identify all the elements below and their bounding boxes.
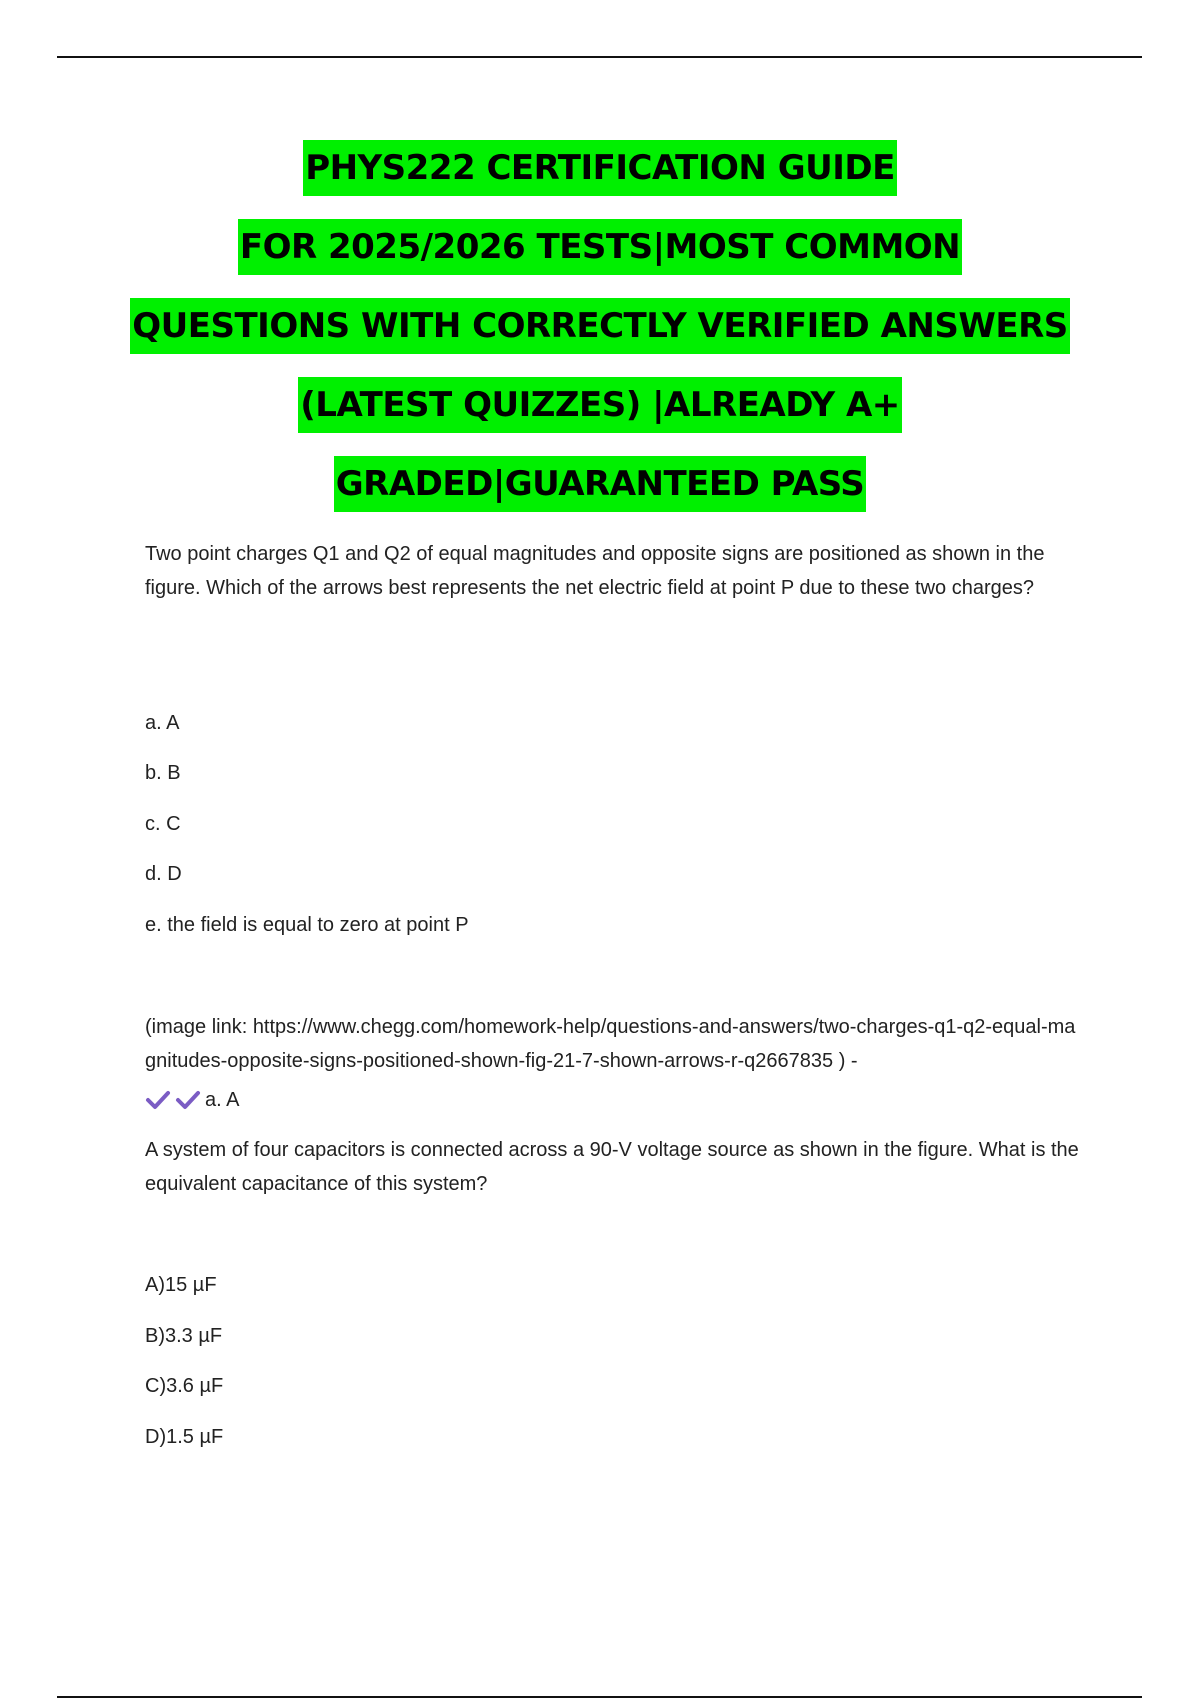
question-2-text: A system of four capacitors is connected across a 90-V voltage source as shown in the figure. What is the equivalent capacitance of this system? [145,1139,1079,1195]
question-1-option-d: d. D [145,863,182,885]
question-2-option-c: C)3.6 µF [145,1375,224,1397]
question-2-option-a: A)15 µF [145,1274,217,1296]
question-2-option-b: B)3.3 µF [145,1325,223,1347]
top-rule [57,56,1142,58]
question-2-option-d: D)1.5 µF [145,1426,224,1448]
question-1-option-a: a. A [145,712,180,734]
title-line-1: PHYS222 CERTIFICATION GUIDE [0,140,1200,219]
bottom-rule [57,1696,1142,1698]
question-1-answer [145,1083,239,1117]
title-line-3: QUESTIONS WITH CORRECTLY VERIFIED ANSWERS [0,298,1200,377]
question-1-option-b: b. B [145,762,181,784]
question-1-text: Two point charges Q1 and Q2 of equal magnitudes and opposite signs are positioned as shown in the figure. Which of the arrows best represents the net electric field at point P due to these two charges? [145,543,1045,599]
question-1-answer-text: a. A [205,1089,240,1111]
question-1-option-e: e. the field is equal to zero at point P [145,914,469,936]
check-icon [145,1090,171,1110]
title-line-5: GRADED|GUARANTEED PASS [0,456,1200,535]
check-icon [175,1090,201,1110]
title-line-4: (LATEST QUIZZES) |ALREADY A+ [0,377,1200,456]
title-line-2: FOR 2025/2026 TESTS|MOST COMMON [0,219,1200,298]
question-1-image-link: (image link: https://www.chegg.com/homework-help/questions-and-answers/two-charges-q1-q2-equal-magnitudes-opposite-signs-positioned-shown-fig-21-7-shown-arrows-r-q2667835 ) - [145,1016,1076,1072]
question-1-option-c: c. C [145,813,181,835]
document-title [0,140,1200,535]
